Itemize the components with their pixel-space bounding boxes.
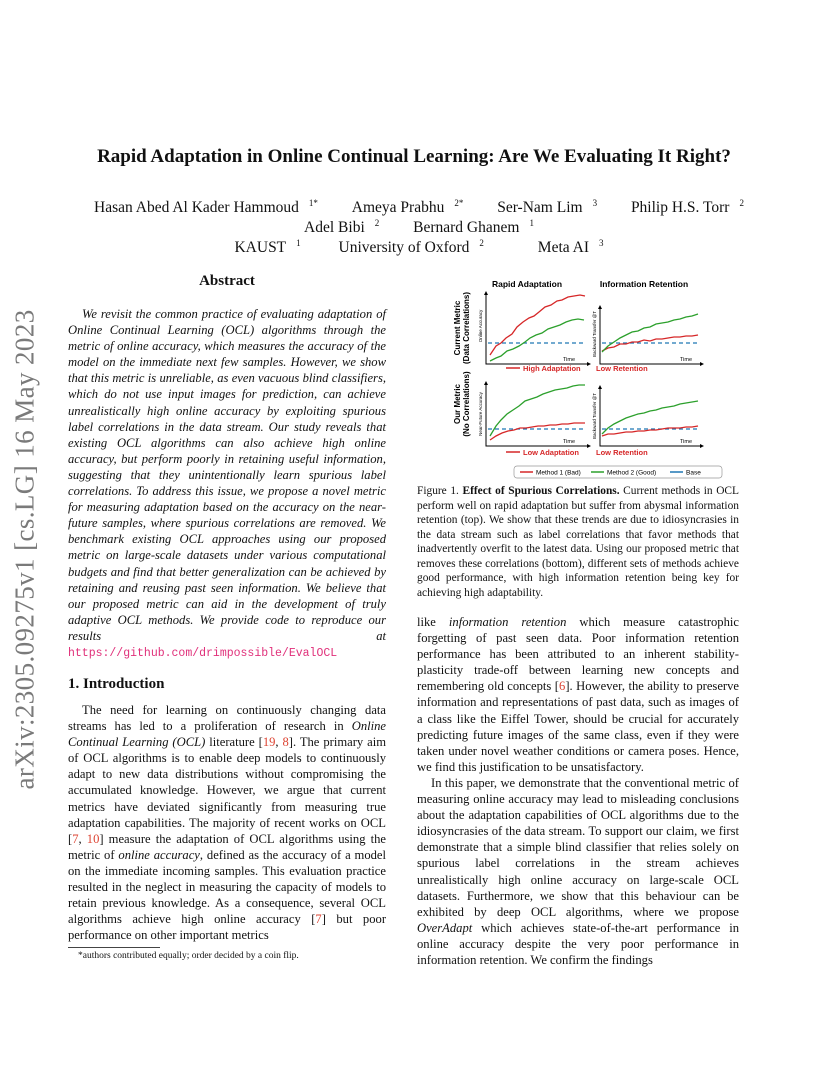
- method-1-line: [602, 426, 698, 436]
- axis-label: Backward Transfer @T: [592, 392, 597, 440]
- author: Adel Bibi $^2$: [304, 218, 380, 237]
- axis-arrow: [587, 362, 591, 366]
- axis: [486, 382, 587, 446]
- author: Ameya Prabhu $^{2*}$: [351, 198, 464, 217]
- citation-link[interactable]: 8: [282, 735, 289, 750]
- axis: [600, 306, 700, 364]
- verdict-text: Low Adaptation: [523, 448, 579, 457]
- axis-arrow: [484, 381, 488, 385]
- author: Ser-Nam Lim $^3$: [497, 198, 598, 217]
- legend-label: Method 2 (Good): [607, 469, 657, 477]
- right-column-body: like information retention which measure catastrophic forgetting of past seen data. Poor information retention performance has been attributed to an inherent stability-plasticity trade-off between learning new concepts and remembering old concepts [6]. However, the ability to preserve information and representations of past data, such as images of a class like the Eiffel Tower, should be crucial for accurately predicting future images of the same class, even if they were taken under novel weather conditions or camera poses. Hence, we find this justification to be unsatisfactory. In this paper, we demonstrate that the conventional metric of measuring online accuracy may lead to misleading conclusions about the adaptation capabilities of OCL algorithms due to the idiosyncrasies of the data stream. To support our claim, we first demonstrate that a simple blind classifier that relies solely on spurious label correlations in the stream achieves unrealistically high online accuracy on large-scale OCL datasets. Furthermore, we show that this behaviour can be exhibited by deep OCL algorithms, where we propose OverAdapt which achieves state-of-the-art performance in online accuracy despite the very poor performance in information retention. We confirm the findings: [417, 615, 739, 967]
- axis: [600, 386, 700, 446]
- axis: [486, 292, 587, 364]
- verdict-text: High Adaptation: [523, 364, 581, 373]
- panel-backward-transfer-top: [592, 305, 704, 366]
- axis-arrow: [587, 444, 591, 448]
- row-label: Current Metric: [453, 300, 462, 356]
- legend-label: Method 1 (Bad): [536, 469, 581, 477]
- verdict-text: Low Retention: [596, 448, 648, 457]
- legend-label: Base: [686, 469, 701, 477]
- affiliation: KAUST $^1$: [234, 238, 301, 257]
- author: Hasan Abed Al Kader Hammoud $^{1*}$: [94, 198, 318, 217]
- axis-label: Time: [679, 439, 693, 445]
- author: Philip H.S. Torr $^2$: [630, 198, 744, 217]
- citation-link[interactable]: 10: [86, 831, 100, 846]
- author: Bernard Ghanem $^1$: [413, 218, 534, 237]
- paper-title: Rapid Adaptation in Online Continual Learning: Are We Evaluating It Right?: [97, 146, 731, 167]
- row-label: (Data Correlations): [462, 291, 471, 365]
- affiliation: Meta AI $^3$: [537, 238, 604, 257]
- footnote: *authors contributed equally; order decided by a coin flip.: [78, 951, 299, 961]
- panel-near-future-accuracy: [478, 381, 591, 448]
- abstract-text: We revisit the common practice of evaluating adaptation of Online Continual Learning (OCL) algorithms through the metric of online accuracy, which measures the accuracy of the model on the immediate next few samples. However, we show that this metric is unreliable, as even vacuous blind classifiers, which do not use input images for prediction, can achieve unrealistically high online accuracy by exploiting spurious label correlations in the data stream. Our study reveals that existing OCL algorithms can also achieve high online accuracy, but perform poorly in retaining useful information, suggesting that they unintentionally learn spurious label correlations. To address this issue, we propose a novel metric for measuring adaptation based on the accuracy on the near-future samples, where spurious correlations are removed. We benchmark existing OCL approaches using our proposed metric on large-scale datasets under various computational budgets and find that better generalization can be achieved by retaining and reusing past seen information. We believe that our proposed metric can aid in the development of truly adaptive OCL methods. We provide code to reproduce our results at: [68, 307, 386, 643]
- affiliation: University of Oxford $^2$: [338, 238, 484, 257]
- axis-arrow: [484, 291, 488, 295]
- legend: [514, 466, 722, 478]
- method-2-line: [490, 385, 585, 436]
- col-title: Rapid Adaptation: [491, 279, 563, 289]
- code-link[interactable]: https://github.com/drimpossible/EvalOCL: [68, 646, 338, 660]
- axis-label: Backward Transfer @T: [592, 310, 597, 358]
- footnote-rule: [68, 947, 160, 948]
- axis-label: Time: [679, 357, 693, 363]
- citation-link[interactable]: 19: [262, 735, 276, 750]
- verdict-text: Low Retention: [596, 364, 648, 373]
- row-label: Our Metric: [453, 383, 462, 425]
- citation-link[interactable]: 6: [559, 679, 566, 694]
- panel-online-accuracy: [478, 291, 591, 366]
- axis-arrow: [598, 385, 602, 389]
- figure-1: [448, 276, 744, 482]
- abstract-heading: Abstract: [199, 273, 255, 289]
- arxiv-stamp: arXiv:2305.09275v1 [cs.LG] 16 May 2023: [9, 309, 40, 790]
- axis-arrow: [700, 444, 704, 448]
- axis-label: Near-Future Accuracy: [478, 392, 483, 436]
- col-title: Information Retention: [599, 279, 689, 289]
- row-label: (No Correlations): [462, 371, 471, 437]
- abstract-body: [68, 306, 386, 662]
- panel-backward-transfer-bottom: [592, 385, 704, 448]
- intro-body: The need for learning on continuously changing data streams has led to a proliferation of research in Online Continual Learning (OCL) literature [19, 8]. The primary aim of OCL algorithms is to enable deep models to continuously adapt to new data distributions without compromising the accumulated knowledge. However, we argue that current metrics have deviated significantly from measuring true adaptation capabilities. The majority of recent works on OCL [7, 10] measure the adaptation of OCL algorithms using the metric of online accuracy, defined as the accuracy of a model on the immediate incoming samples. This evaluation practice resulted in the neglect in measuring the capacity of models to retain previous knowledge. As a consequence, several OCL algorithms achieve high online accuracy [7] but poor performance on other important metrics: [68, 703, 387, 943]
- method-1-line: [490, 295, 585, 355]
- axis-arrow: [700, 362, 704, 366]
- section-heading: 1. Introduction: [68, 676, 165, 692]
- axis-label: Online Accuracy: [478, 309, 483, 343]
- citation-link[interactable]: 7: [72, 831, 79, 846]
- axis-label: Time: [562, 439, 576, 445]
- axis-label: Time: [562, 357, 576, 363]
- figure-caption: Figure 1. Effect of Spurious Correlations. Current methods in OCL perform well on rapid adaptation but suffer from abysmal information retention (top). We show that these trends are due to idiosyncrasies in the data stream such as label correlations that favor methods that inadvertently overfit to the latest data. Using our proposed metric that removes these correlations (bottom), different sets of methods achieve good performance, with high information retention being key for achieving high adaptability.: [417, 485, 739, 599]
- axis-arrow: [598, 305, 602, 309]
- affiliations: [0, 233, 828, 258]
- citation-link[interactable]: 7: [315, 912, 322, 927]
- method-1-line: [490, 423, 585, 440]
